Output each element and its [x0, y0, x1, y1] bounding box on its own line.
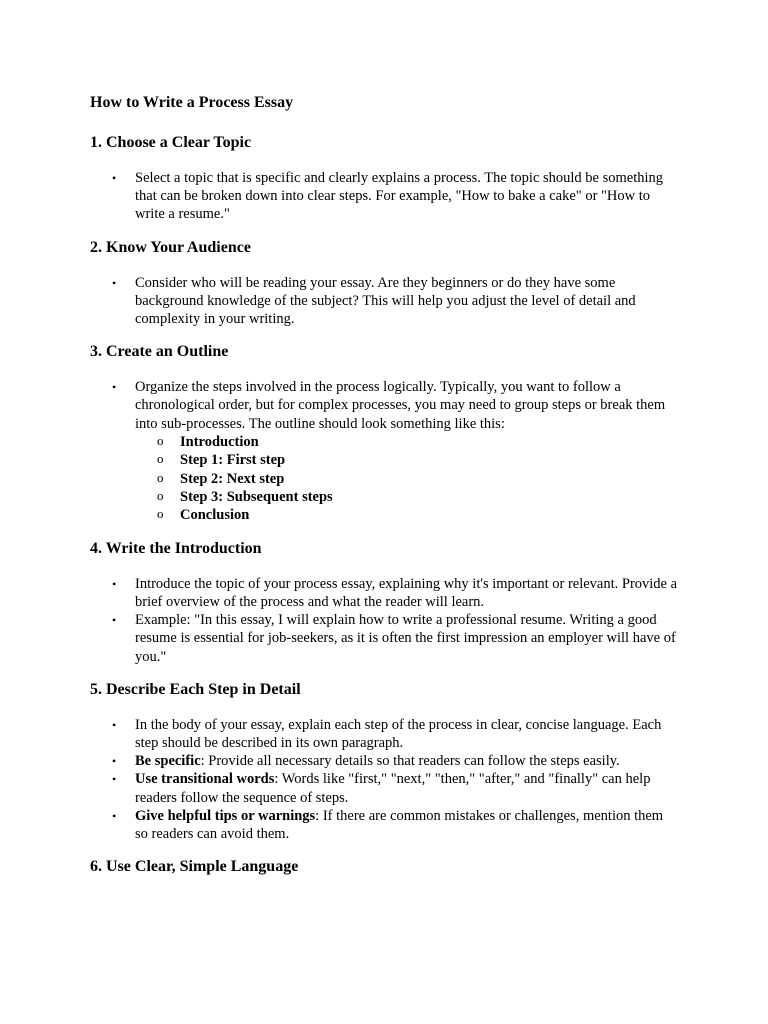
bullet-list — [90, 378, 678, 525]
bullet-icon: • — [112, 275, 117, 290]
bullet-icon: • — [112, 808, 117, 823]
section-heading-know-audience: 2. Know Your Audience — [90, 238, 251, 256]
bullet-icon: • — [112, 380, 117, 395]
list-item-text: In the body of your essay, explain each step of the process in clear, concise language. Each step should be described in its own paragraph. — [135, 716, 662, 752]
bullet-icon: • — [112, 772, 117, 787]
section-heading-choose-topic: 1. Choose a Clear Topic — [90, 134, 252, 151]
section-heading-describe-steps: 5. Describe Each Step in Detail — [90, 680, 301, 698]
bullet-icon: • — [112, 171, 117, 185]
section-heading-create-outline: 3. Create an Outline — [90, 343, 229, 361]
outline-item-text: Step 1: First step — [180, 452, 286, 469]
circle-bullet-icon: o — [157, 506, 164, 522]
circle-bullet-icon: o — [157, 432, 164, 448]
outline-item-text: Conclusion — [180, 507, 250, 524]
bullet-icon: • — [112, 717, 117, 732]
bullet-list — [90, 274, 678, 329]
list-item-text: Example: "In this essay, I will explain how to write a professional resume. Writing a good resume is essential for job-seekers, as it is often the first impression an employer will have of you." — [135, 612, 676, 665]
outline-item-text: Step 3: Subsequent steps — [180, 489, 333, 506]
circle-bullet-icon: o — [157, 488, 164, 504]
list-item — [90, 716, 678, 752]
list-item — [90, 274, 678, 329]
section-heading-clear-language: 6. Use Clear, Simple Language — [90, 858, 299, 876]
list-item — [90, 575, 678, 611]
bullet-icon: • — [112, 613, 117, 628]
outline-item — [135, 488, 678, 506]
bullet-list — [90, 575, 678, 666]
list-item-lead: Give helpful tips or warnings — [135, 807, 316, 824]
bullet-list — [90, 716, 678, 843]
list-item-text: : If there are common mistakes or challenges, mention them so readers can avoid them. — [135, 807, 664, 843]
list-item-text: : Provide all necessary details so that readers can follow the steps easily. — [200, 753, 620, 770]
bullet-list — [90, 169, 678, 224]
list-item-text: Select a topic that is specific and clearly explains a process. The topic should be something that can be broken down into clear steps. For example, "How to bake a cake" or "How to write a resume." — [135, 170, 664, 223]
outline-item-text: Step 2: Next step — [180, 470, 285, 487]
list-item — [90, 807, 678, 843]
list-item — [90, 169, 678, 224]
outline-sublist — [135, 433, 678, 525]
list-item-text: Consider who will be reading your essay. Are they beginners or do they have some background knowledge of the subject? This will help you adjust the level of detail and complexity in your writing. — [135, 274, 636, 328]
document-title: How to Write a Process Essay — [90, 94, 294, 111]
bullet-icon: • — [112, 576, 117, 591]
outline-item-text: Introduction — [180, 433, 259, 450]
list-item — [90, 770, 678, 806]
list-item-lead: Use transitional words — [135, 771, 275, 788]
outline-item — [135, 506, 678, 524]
outline-item — [135, 470, 678, 488]
list-item-text: Introduce the topic of your process essay, explaining why it's important or relevant. Provide a brief overview of the process and what the reader will learn. — [135, 575, 678, 611]
outline-item — [135, 433, 678, 451]
list-item-lead: Be specific — [135, 753, 201, 770]
outline-item — [135, 451, 678, 469]
list-item — [90, 611, 678, 666]
list-item — [90, 752, 678, 770]
bullet-icon: • — [112, 754, 117, 769]
circle-bullet-icon: o — [157, 469, 164, 485]
list-item — [90, 378, 678, 525]
section-heading-write-introduction: 4. Write the Introduction — [90, 539, 262, 557]
list-item-text: : Words like "first," "next," "then," "after," and "finally" can help readers follow the sequence of steps. — [135, 771, 651, 806]
circle-bullet-icon: o — [157, 451, 164, 467]
list-item-text: Organize the steps involved in the process logically. Typically, you want to follow a chronological order, but for complex processes, you may need to group steps or break them into sub-processes. The outline should look something like this: — [135, 379, 666, 432]
